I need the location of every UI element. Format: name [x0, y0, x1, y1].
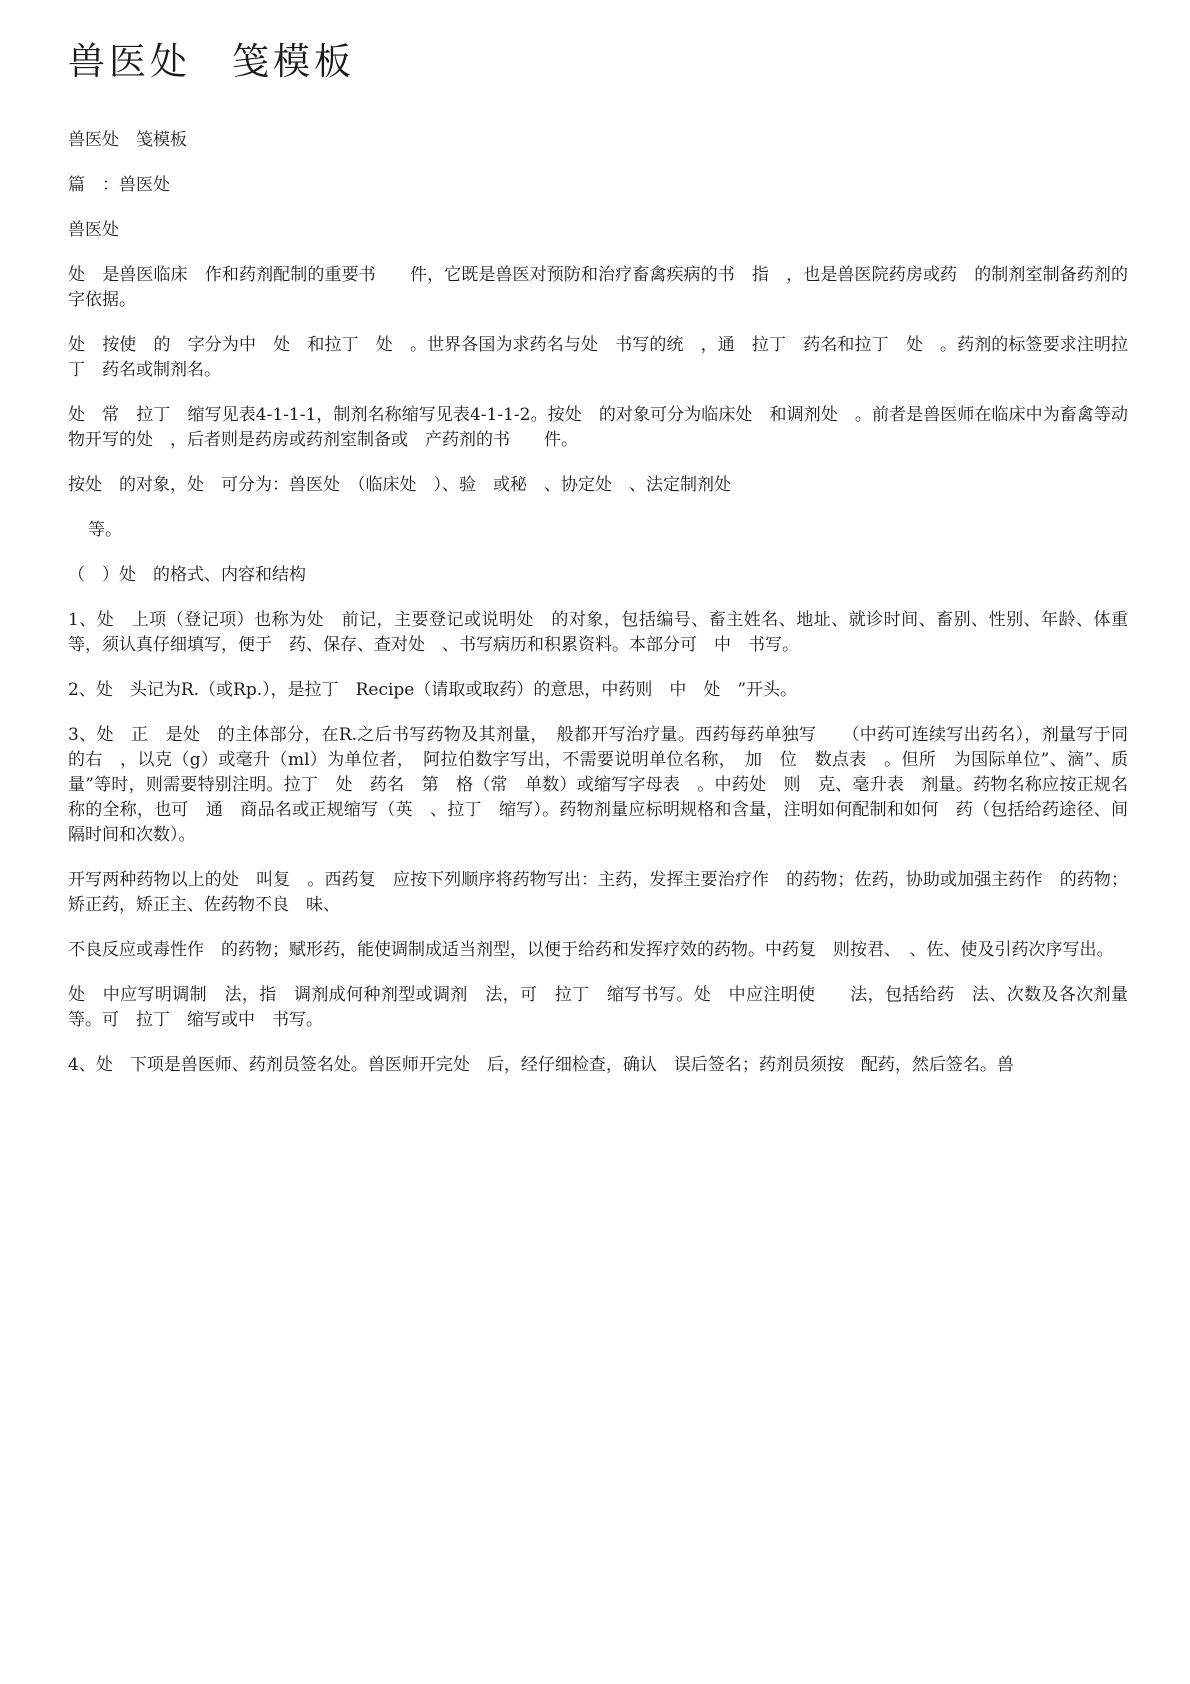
- document-title: 兽医处 笺模板: [68, 40, 355, 83]
- numbered-item-1: 1、处 上项（登记项）也称为处 前记，主要登记或说明处 的对象，包括编号、畜主姓名、地址、就诊时间、畜别、性别、年龄、体重等，须认真仔细填写，便于 药、保存、查对处 、书写病历和积累资料。本部分可 中 书写。: [68, 610, 1128, 656]
- numbered-item-4: 4、处 下项是兽医师、药剂员签名处。兽医师开完处 后，经仔细检查，确认 误后签名；药剂员须按 配药，然后签名。兽: [68, 1055, 1014, 1076]
- body-paragraph: 开写两种药物以上的处 叫复 。西药复 应按下列顺序将药物写出：主药，发挥主要治疗作 的药物；佐药，协助或加强主药作 的药物；矫正药，矫正主、佐药物不良 味、: [68, 870, 1128, 916]
- document-page: [68, 40, 1145, 1098]
- subtitle-line: 兽医处 笺模板: [68, 130, 187, 151]
- numbered-item-2: 2、处 头记为R.（或Rp.），是拉丁 Recipe（请取或取药）的意思，中药则 中 处 ”开头。: [68, 680, 798, 701]
- body-paragraph: 处 是兽医临床 作和药剂配制的重要书 件，它既是兽医对预防和治疗畜禽疾病的书 指 ，也是兽医院药房或药 的制剂室制备药剂的 字依据。: [68, 265, 1145, 311]
- subsection-heading: （ ）处 的格式、内容和结构: [68, 565, 306, 586]
- body-paragraph: 处 常 拉丁 缩写见表4-1-1-1，制剂名称缩写见表4-1-1-2。按处 的对象可分为临床处 和调剂处 。前者是兽医师在临床中为畜禽等动物开写的处 ，后者则是药房或药剂室制备或 产药剂的书 件。: [68, 405, 1128, 451]
- chapter-line: 篇 ：兽医处: [68, 175, 170, 196]
- numbered-item-3: 3、处 正 是处 的主体部分，在R.之后书写药物及其剂量， 般都开写治疗量。西药每药单独写 （中药可连续写出药名），剂量写于同 的右 ，以克（g）或毫升（ml）为单位者， 阿拉伯数字写出，不需要说明单位名称， 加 位 数点表 。但所 为国际单位”、滴”、质量”等时，则需要特别注明。拉丁 处 药名 第 格（常 单数）或缩写字母表 。中药处 则 克、毫升表 剂量。药物名称应按正规名称的全称，也可 通 商品名或正规缩写（英 、拉丁 缩写）。药物剂量应标明规格和含量，注明如何配制和如何 药（包括给药途径、间隔时间和次数）。: [68, 725, 1145, 846]
- body-paragraph: 不良反应或毒性作 的药物；赋形药，能使调制成适当剂型，以便于给药和发挥疗效的药物。中药复 则按君、 、佐、使及引药次序写出。: [68, 940, 1114, 961]
- body-paragraph-continuation: 等。: [88, 520, 122, 541]
- body-paragraph: 处 按使 的 字分为中 处 和拉丁 处 。世界各国为求药名与处 书写的统 ，通 拉丁 药名和拉丁 处 。药剂的标签要求注明拉丁 药名或制剂名。: [68, 335, 1128, 381]
- body-paragraph: 按处 的对象，处 可分为：兽医处 （临床处 ）、验 或秘 、协定处 、法定制剂处: [68, 475, 731, 496]
- body-paragraph: 处 中应写明调制 法，指 调剂成何种剂型或调剂 法，可 拉丁 缩写书写。处 中应注明使 法，包括给药 法、次数及各次剂量等。可 拉丁 缩写或中 书写。: [68, 985, 1128, 1031]
- section-heading: 兽医处: [68, 220, 119, 241]
